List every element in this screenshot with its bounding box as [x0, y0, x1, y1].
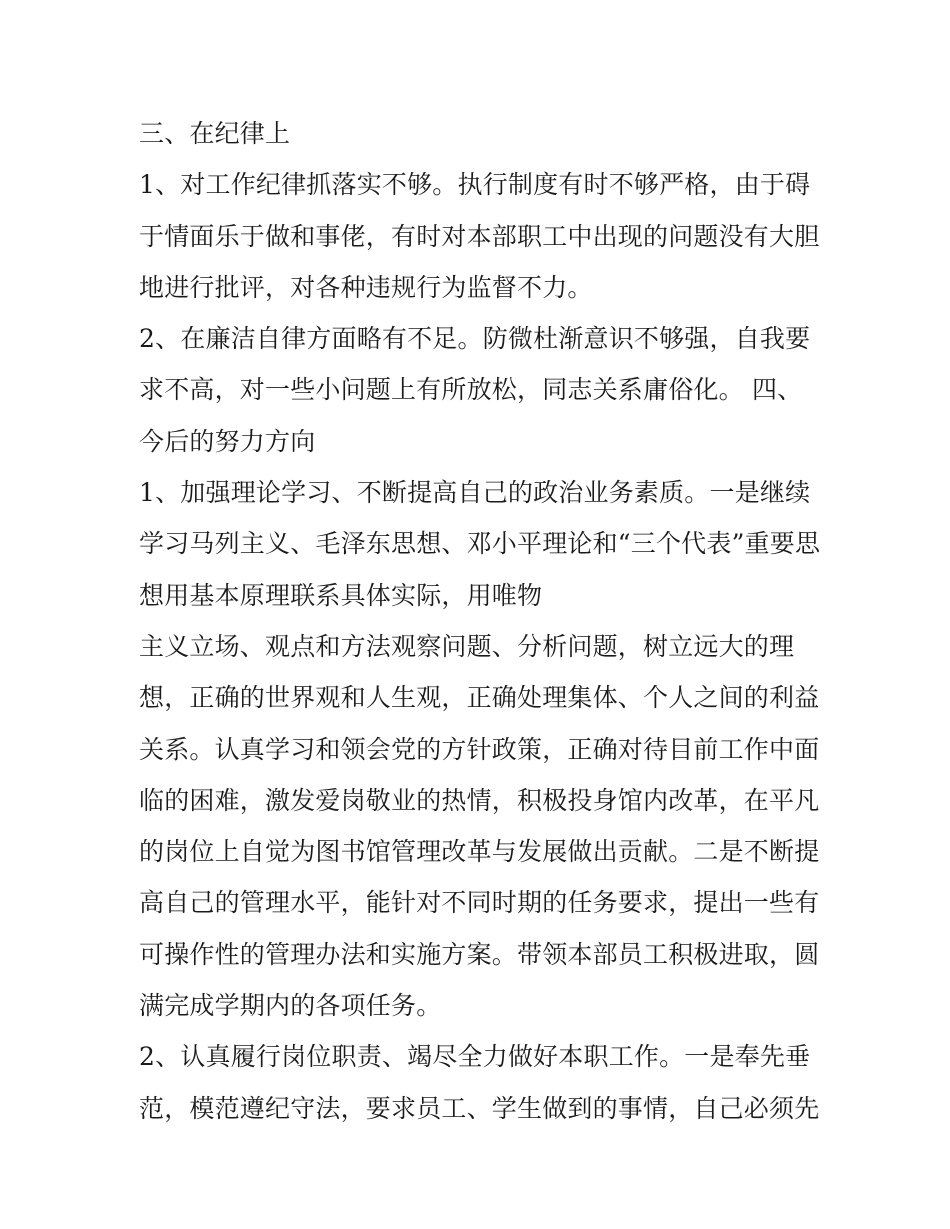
text-line: 关系。认真学习和领会党的方针政策，正确对待目前工作中面	[139, 734, 820, 764]
text-line: 可操作性的管理办法和实施方案。带领本部员工积极进取，圆	[139, 939, 820, 969]
text-line: 满完成学期内的各项任务。	[139, 991, 442, 1021]
text-line: 学习马列主义、毛泽东思想、邓小平理论和“三个代表”重要思	[139, 529, 821, 559]
text-line: 想，正确的世界观和人生观，正确处理集体、个人之间的利益	[139, 683, 820, 713]
document-body	[139, 108, 829, 1134]
text-line: 范，模范遵纪守法，要求员工、学生做到的事情，自己必须先	[139, 1093, 820, 1123]
text-line: 2、认真履行岗位职责、竭尽全力做好本职工作。一是奉先垂	[139, 1042, 811, 1072]
text-line: 主义立场、观点和方法观察问题、分析问题，树立远大的理	[139, 631, 795, 661]
section-heading-discipline: 三、在纪律上	[139, 119, 291, 148]
text-line: 求不高，对一些小问题上有所放松，同志关系庸俗化。 四、	[139, 375, 803, 405]
text-line: 临的困难，激发爱岗敬业的热情，积极投身馆内改革，在平凡	[139, 785, 820, 815]
text-line: 于情面乐于做和事佬，有时对本部职工中出现的问题没有大胆	[139, 221, 820, 251]
text-line: 2、在廉洁自律方面略有不足。防微杜渐意识不够强，自我要	[139, 324, 811, 354]
text-line: 1、加强理论学习、不断提高自己的政治业务素质。一是继续	[139, 478, 811, 508]
text-line: 高自己的管理水平，能针对不同时期的任务要求，提出一些有	[139, 888, 820, 918]
text-line: 1、对工作纪律抓落实不够。执行制度有时不够严格，由于碍	[139, 170, 811, 200]
text-line: 的岗位上自觉为图书馆管理改革与发展做出贡献。二是不断提	[139, 837, 820, 867]
text-line: 想用基本原理联系具体实际，用唯物	[139, 580, 543, 610]
text-line: 地进行批评，对各种违规行为监督不力。	[139, 272, 593, 302]
section-heading-future-direction: 今后的努力方向	[139, 426, 316, 456]
